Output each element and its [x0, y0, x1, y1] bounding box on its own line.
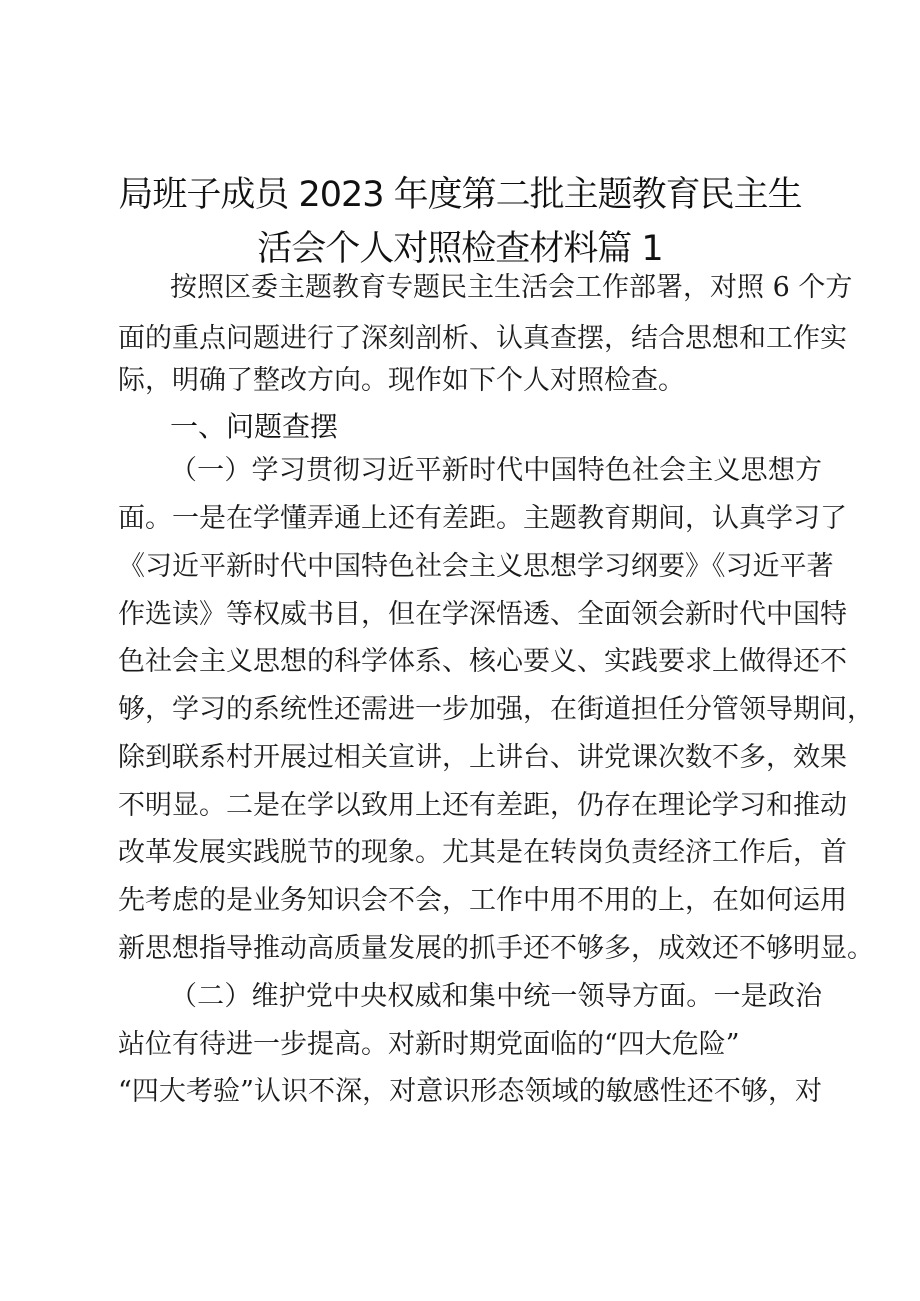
section-1-line-6: 够，学习的系统性还需进一步加强，在街道担任分管领导期间， [118, 694, 874, 725]
section-heading-problems: 一、问题查摆 [170, 410, 339, 443]
section-2-line-1: （二）维护党中央权威和集中统一领导方面。一是政治 [170, 981, 822, 1012]
section-1-line-10: 先考虑的是业务知识会不会，工作中用不用的上，在如何运用 [118, 885, 847, 916]
document-title-line-1: 局班子成员 2023 年度第二批主题教育民主生 [118, 175, 802, 215]
section-1-line-7: 除到联系村开展过相关宣讲，上讲台、讲党课次数不多，效果 [118, 742, 847, 773]
section-1-line-1: （一）学习贯彻习近平新时代中国特色社会主义思想方 [170, 455, 822, 486]
section-1-line-5: 色社会主义思想的科学体系、核心要义、实践要求上做得还不 [118, 646, 847, 677]
document-title-line-2: 活会个人对照检查材料篇 1 [257, 229, 663, 269]
intro-paragraph-line-1: 按照区委主题教育专题民主生活会工作部署，对照 6 个方 [170, 272, 853, 303]
section-1-line-3: 《习近平新时代中国特色社会主义思想学习纲要》《习近平著 [118, 551, 834, 582]
intro-paragraph-line-2: 面的重点问题进行了深刻剖析、认真查摆，结合思想和工作实 [118, 323, 847, 354]
section-1-line-11: 新思想指导推动高质量发展的抓手还不够多，成效还不够明显。 [118, 933, 874, 964]
section-2-line-2: 站位有待进一步提高。对新时期党面临的“四大危险” [118, 1029, 740, 1060]
section-1-line-2: 面。一是在学懂弄通上还有差距。主题教育期间，认真学习了 [118, 503, 847, 534]
section-1-line-9: 改革发展实践脱节的现象。尤其是在转岗负责经济工作后，首 [118, 837, 847, 868]
section-1-line-8: 不明显。二是在学以致用上还有差距，仍存在理论学习和推动 [118, 790, 847, 821]
section-1-line-4: 作选读》等权威书目，但在学深悟透、全面领会新时代中国特 [118, 599, 847, 630]
section-2-line-3: “四大考验”认识不深，对意识形态领域的敏感性还不够，对 [118, 1076, 822, 1107]
intro-paragraph-line-3: 际，明确了整改方向。现作如下个人对照检查。 [118, 365, 685, 396]
